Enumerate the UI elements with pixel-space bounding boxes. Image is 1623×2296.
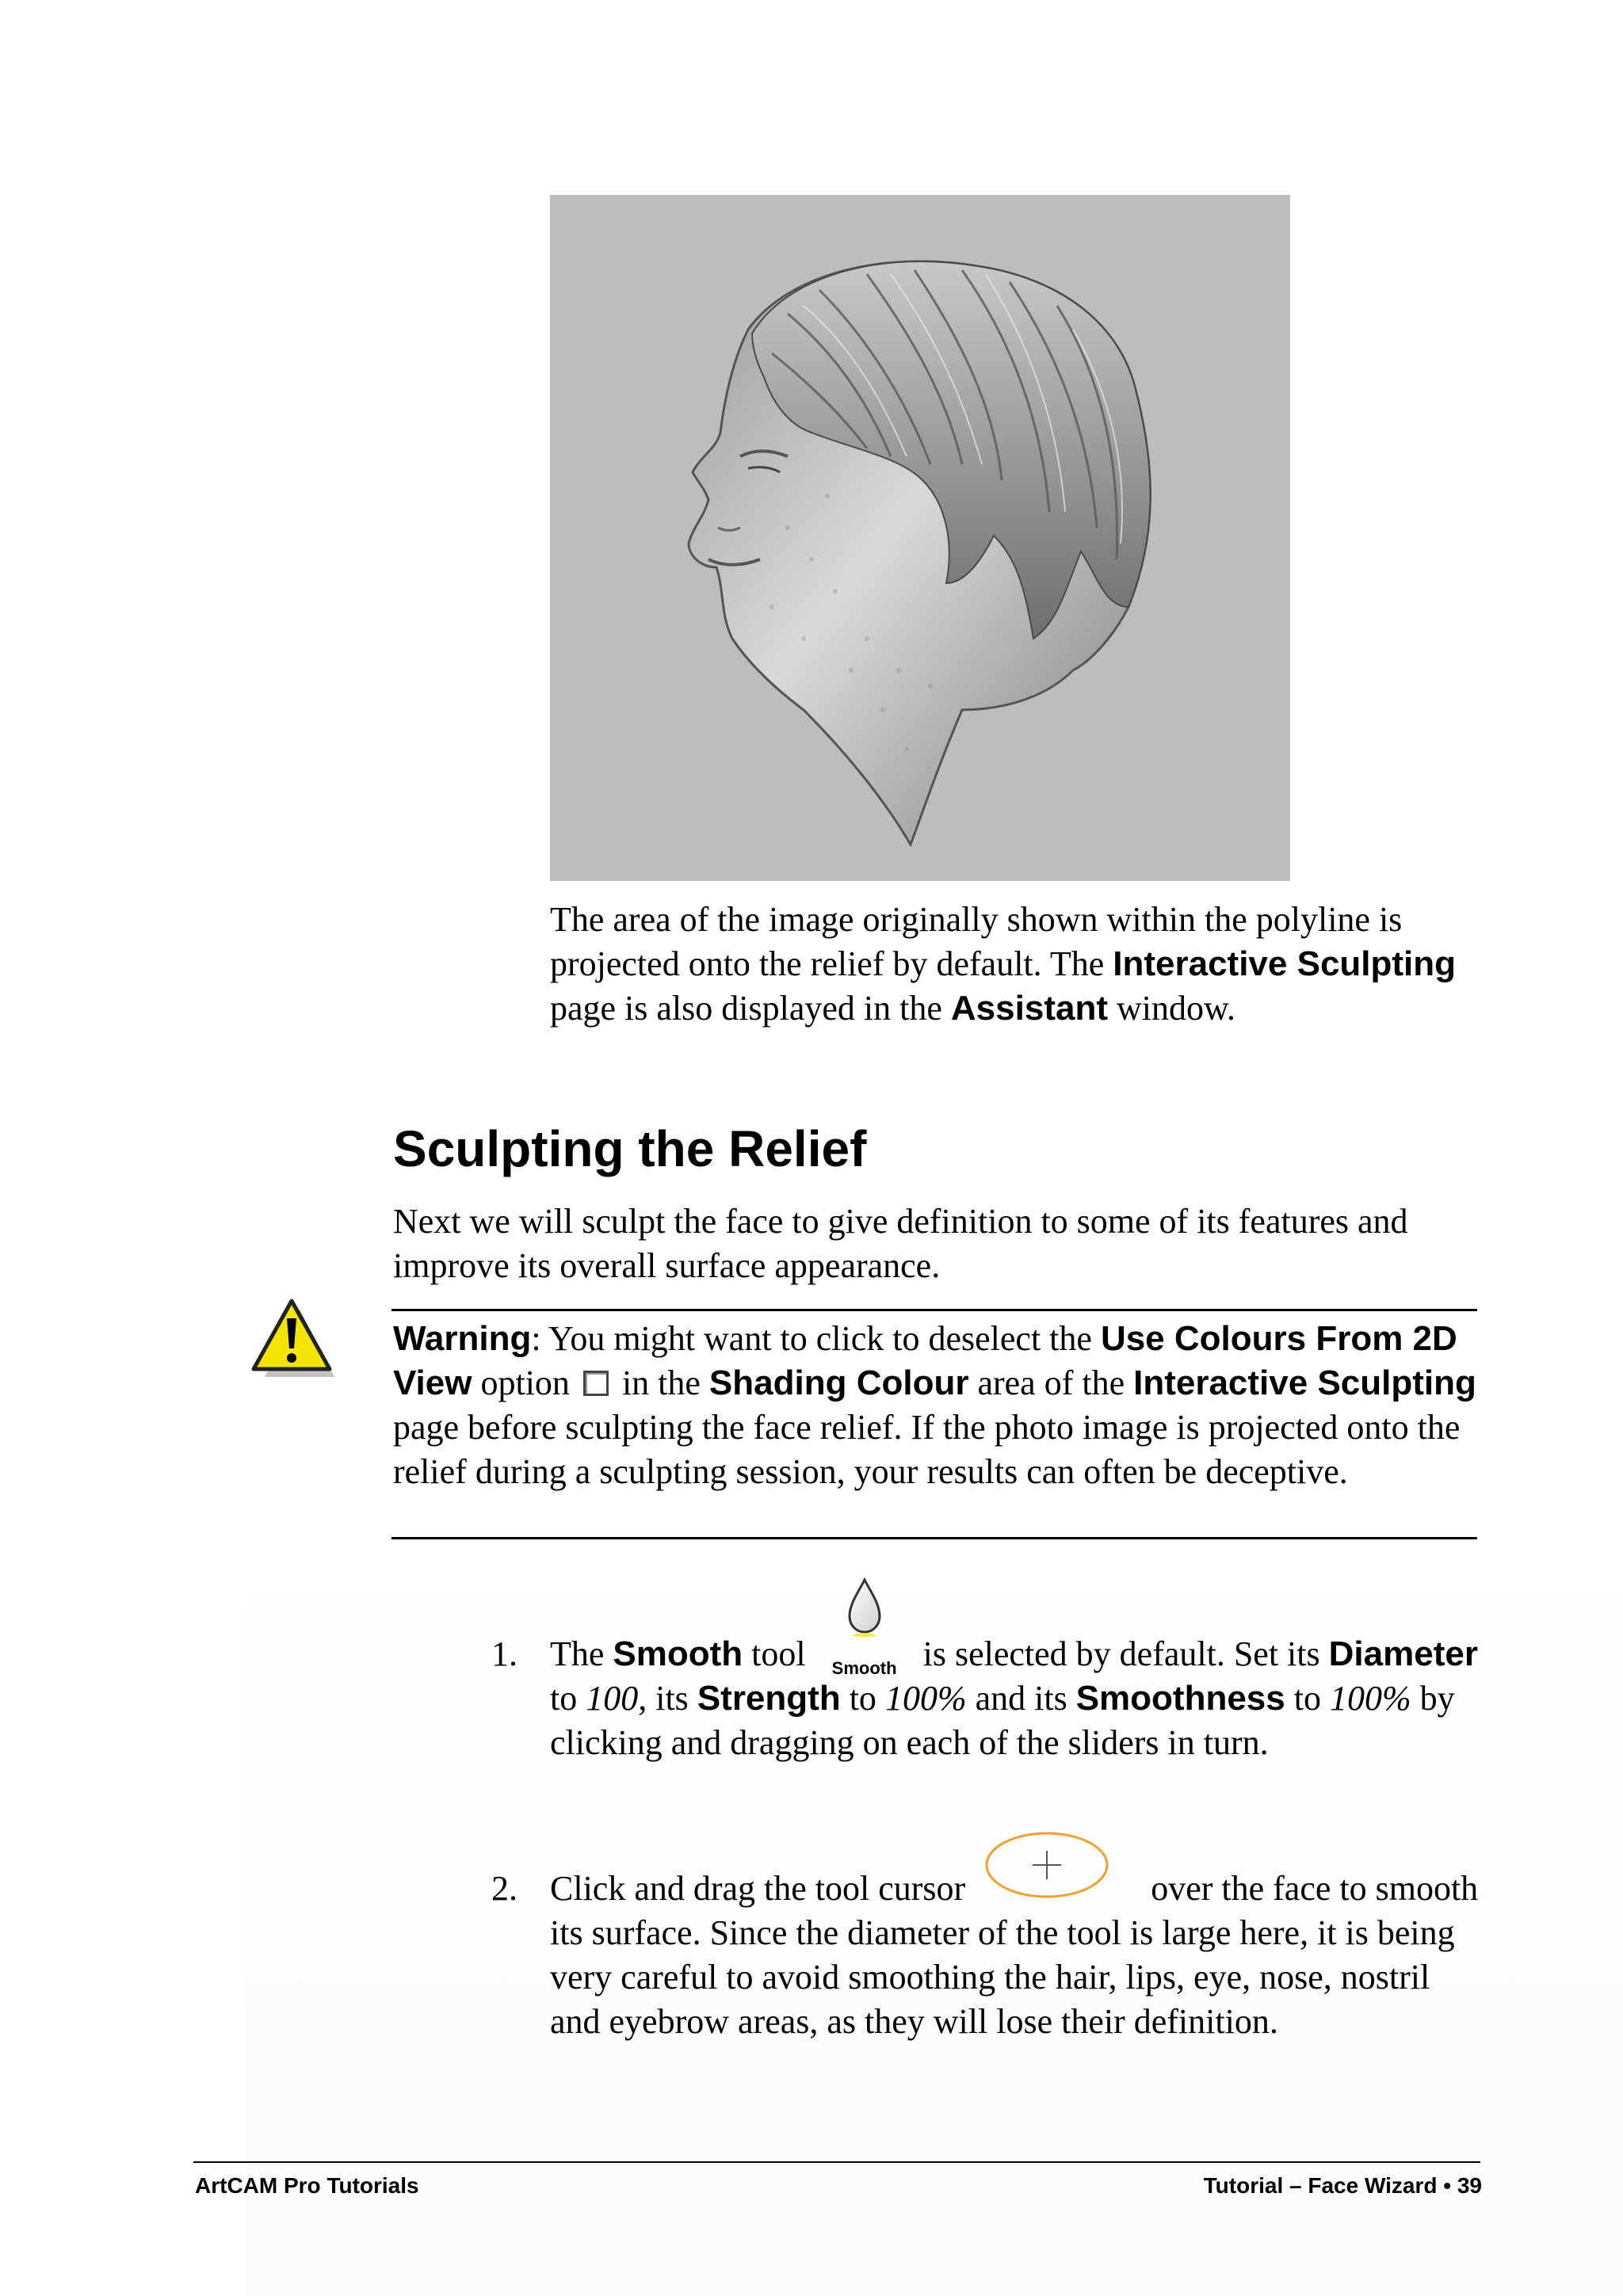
step-1-value-diameter: 100 bbox=[586, 1679, 639, 1718]
warning-bottom-rule bbox=[391, 1537, 1477, 1539]
caption-text-1: The area of the image originally shown within the polyline is projected onto the relief by default. The bbox=[550, 900, 1403, 983]
warning-text bbox=[393, 1317, 1487, 1494]
step-2-number: 2. bbox=[491, 1869, 517, 1908]
step-1-text-2: tool bbox=[743, 1634, 815, 1673]
step-1-value-strength: 100% bbox=[884, 1679, 967, 1718]
warning-bold-shading-colour: Shading Colour bbox=[708, 1363, 969, 1402]
step-1-text-1: The bbox=[550, 1634, 613, 1673]
section-heading: Sculpting the Relief bbox=[393, 1120, 867, 1177]
warning-text-4: area of the bbox=[968, 1363, 1134, 1402]
figure-caption bbox=[550, 898, 1485, 1031]
warning-text-5: page before sculpting the face relief. If the photo image is projected onto the relief during a sculpting session, your results can often be deceptive. bbox=[393, 1408, 1461, 1491]
step-1-text-6: to bbox=[840, 1679, 885, 1718]
face-relief-image bbox=[550, 195, 1290, 881]
warning-text-2: option bbox=[472, 1363, 579, 1402]
step-1-text bbox=[550, 1632, 1485, 1765]
step-1-text-8: to bbox=[1285, 1679, 1330, 1718]
step-1-text-5: , its bbox=[638, 1679, 697, 1718]
caption-bold-assistant: Assistant bbox=[950, 989, 1108, 1028]
warning-label: Warning bbox=[393, 1319, 532, 1358]
step-1-value-smoothness: 100% bbox=[1329, 1679, 1411, 1718]
warning-text-3: in the bbox=[613, 1363, 709, 1402]
checkbox-icon bbox=[583, 1371, 609, 1396]
warning-bold-use-colours: Use Colours From 2D View bbox=[393, 1319, 1457, 1402]
step-1-bold-smoothness: Smoothness bbox=[1075, 1679, 1285, 1718]
section-intro: Next we will sculpt the face to give definition to some of its features and improve its overall surface appearance. bbox=[393, 1202, 1408, 1285]
step-1-bold-strength: Strength bbox=[697, 1679, 841, 1718]
smooth-tool-icon-label: Smooth bbox=[831, 1658, 897, 1678]
step-2-text-1: Click and drag the tool cursor bbox=[550, 1869, 975, 1908]
footer-left: ArtCAM Pro Tutorials bbox=[195, 2173, 419, 2198]
caption-text-3: window. bbox=[1107, 989, 1235, 1028]
caption-text-2: page is also displayed in the bbox=[550, 989, 951, 1028]
smooth-tool-icon bbox=[821, 1632, 908, 1676]
step-1-number: 1. bbox=[491, 1634, 517, 1673]
warning-top-rule bbox=[391, 1309, 1477, 1311]
step-1-bold-smooth: Smooth bbox=[613, 1634, 743, 1673]
step-2-text bbox=[550, 1867, 1485, 2044]
warning-icon bbox=[247, 1296, 336, 1383]
step-1-text-9: by clicking and dragging on each of the sliders in turn. bbox=[550, 1679, 1455, 1762]
caption-bold-interactive-sculpting: Interactive Sculpting bbox=[1113, 944, 1457, 983]
tool-cursor-icon bbox=[983, 1867, 1132, 1911]
step-1-bold-diameter: Diameter bbox=[1328, 1634, 1478, 1673]
warning-bold-interactive-sculpting: Interactive Sculpting bbox=[1133, 1363, 1476, 1402]
warning-text-1: : You might want to click to deselect the bbox=[531, 1319, 1101, 1358]
step-2-text-2: over the face to smooth its surface. Since the diameter of the tool is large here, it is being very careful to avoid smoothing the hair, lips, eye, nose, nostril and eyebrow areas, as they will lose their definition. bbox=[550, 1869, 1479, 2041]
footer-rule bbox=[193, 2161, 1480, 2163]
footer-right: Tutorial – Face Wizard • 39 bbox=[1203, 2173, 1482, 2198]
step-1-text-7: and its bbox=[966, 1679, 1076, 1718]
step-1-text-3: is selected by default. Set its bbox=[914, 1634, 1329, 1673]
step-1-text-4: to bbox=[550, 1679, 586, 1718]
